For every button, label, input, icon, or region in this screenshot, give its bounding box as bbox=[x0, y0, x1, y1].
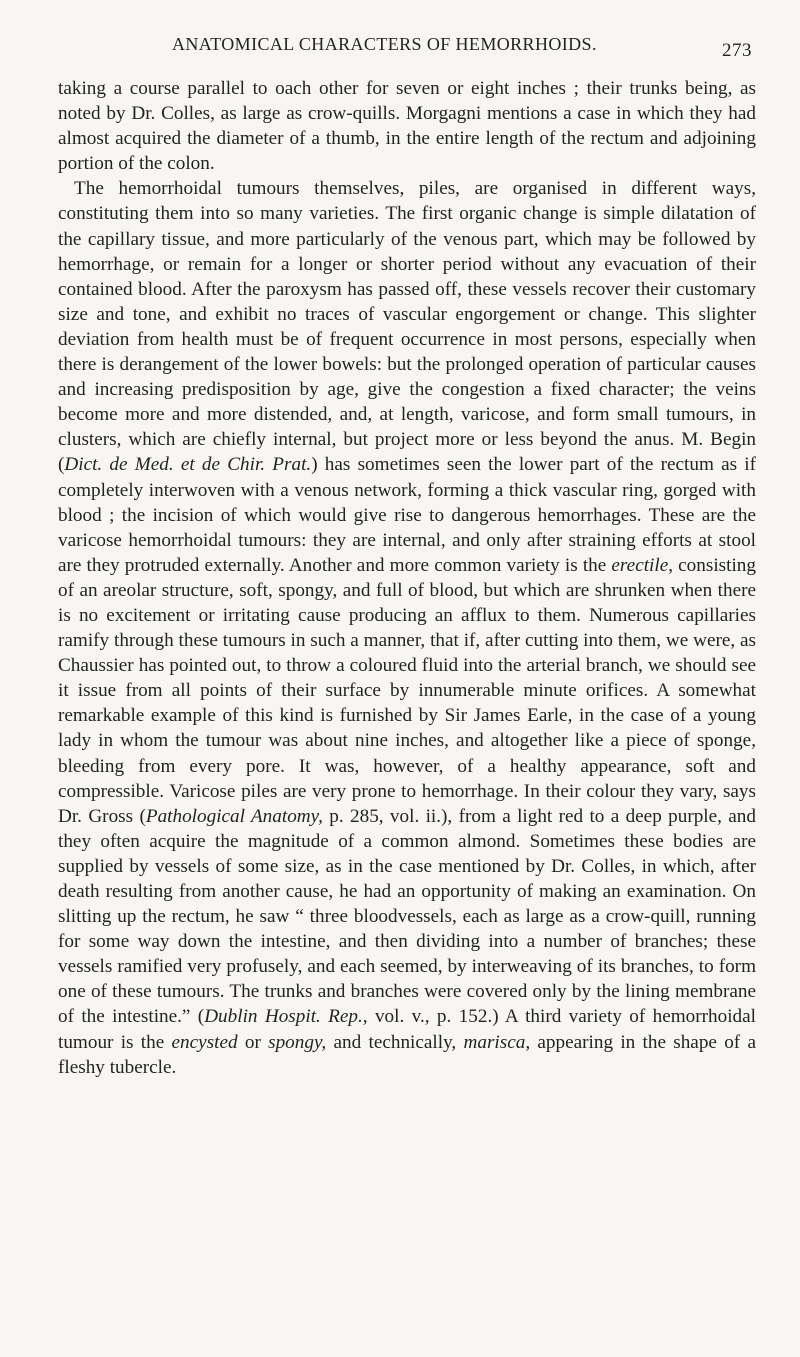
text-run: ) has sometimes seen the lower part of the rectum as if completely interwoven with a venous network, forming a thick vascular ring, gorged with blood ; the incision of which would give rise to dangerous hemorrhages. These are the varicose hemorrhoidal tumours: they are internal, and only after straining efforts at stool are they protruded externally. Another and more common variety is the bbox=[58, 454, 756, 576]
text-run: appearing in the shape of a fleshy tubercle. bbox=[58, 1031, 756, 1078]
emphasis-term: erectile bbox=[611, 554, 669, 576]
citation-title: Dict. de Med. et de Chir. Prat. bbox=[64, 454, 312, 476]
running-title: ANATOMICAL CHARACTERS OF HEMORRHOIDS. bbox=[172, 34, 597, 54]
text-run: , consisting of an areolar structure, soft, spongy, and full of blood, but which are shrunken when there is no excitement or irritating cause producing an afflux to them. Numerous capillaries ramify through these tumours in such a manner, that if, after cutting into them, we were, as Chaussier has pointed out, to throw a coloured fluid into the arterial branch, we should see it issue from all points of their surface by innumerable minute orifices. A somewhat remarkable example of this kind is furnished by Sir James Earle, in the case of a young lady in whom the tumour was about nine inches, and altogether like a piece of sponge, bleeding from every pore. It was, however, of a healthy appearance, soft and compressible. Varicose piles are very prone to hemorrhage. In their colour they vary, says Dr. Gross ( bbox=[58, 554, 756, 827]
citation-title: Pathological Anatomy, bbox=[145, 805, 323, 827]
text-run: or bbox=[237, 1031, 269, 1053]
text-run: The hemorrhoidal tumours themselves, piles, are organised in different ways, constituting them into so many varieties. The first organic change is simple dilatation of the capillary tissue, and more particularly of the venous part, which may be followed by hemorrhage, or remain for a longer or shorter period without any evacuation of their contained blood. After the paroxysm has passed off, these vessels recover their customary size and tone, and exhibit no traces of vascular engorgement or change. This slighter deviation from health must be of frequent occurrence in most persons, especially when there is derangement of the lower bowels: but the prolonged operation of particular causes and increasing predisposition by age, give the congestion a fixed character; the veins become more and more distended, and, at length, varicose, and form small tumours, in clusters, which are chiefly internal, but project more or less beyond the anus. M. Begin ( bbox=[58, 178, 756, 476]
text-run: p. 285, vol. ii.), from a light red to a deep purple, and they often acquire the magnitude of a common almond. Sometimes these bodies are supplied by vessels of some size, as in the case mentioned by Dr. Colles, in which, after death resulting from another cause, he had an opportunity of making an examination. On slitting up the rectum, he saw “ three bloodvessels, each as large as a crow-quill, running for some way down the intestine, and then dividing into a number of branches; these vessels ramified very profusely, and each seemed, by interweaving of its branches, to form one of these tumours. The trunks and branches were covered only by the lining membrane of the intestine.” ( bbox=[58, 805, 756, 1028]
paragraph-continuation: taking a course parallel to oach other for seven or eight inches ; their trunks being, as noted by Dr. Colles, as large as crow-quills. Morgagni mentions a case in which they had almost acquired the diameter of a thumb, in the entire length of the rectum and adjoining portion of the colon. bbox=[58, 78, 756, 175]
body-text bbox=[58, 76, 756, 1080]
emphasis-term: spongy, bbox=[268, 1031, 327, 1053]
running-header bbox=[58, 34, 756, 76]
emphasis-term: encysted bbox=[171, 1031, 238, 1053]
text-run: and technically, bbox=[326, 1031, 464, 1053]
paragraph-hemorrhoidal-tumours bbox=[58, 176, 756, 1079]
citation-title: Dublin Hospit. Rep., bbox=[204, 1006, 368, 1028]
page-number: 273 bbox=[722, 40, 752, 61]
emphasis-term: marisca, bbox=[463, 1031, 531, 1053]
text-run: vol. v., p. 152.) A third variety of hemorrhoidal tumour is the bbox=[58, 1006, 756, 1053]
